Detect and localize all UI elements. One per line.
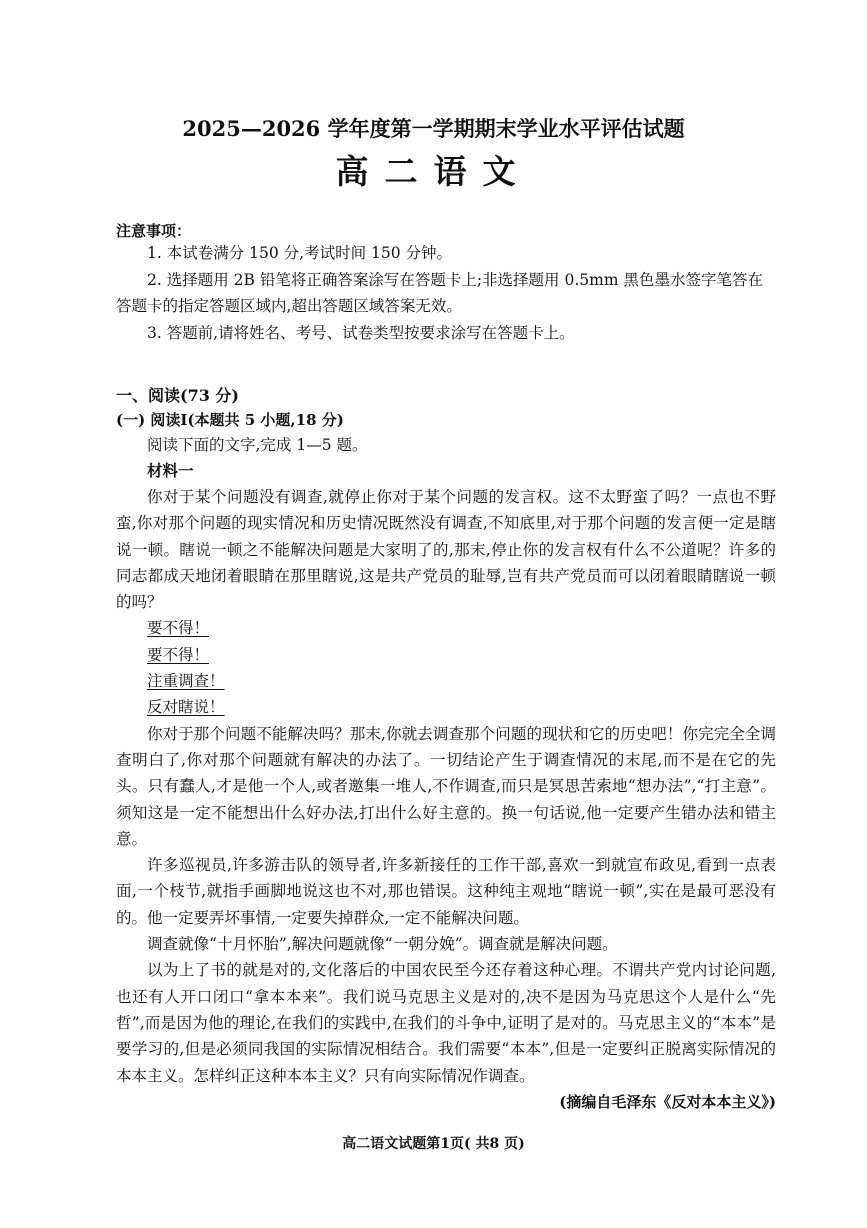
slogan-line xyxy=(116,668,776,694)
slogan-line xyxy=(116,642,776,668)
notice-item: 1. 本试卷满分 150 分,考试时间 150 分钟。 xyxy=(147,244,453,262)
reading-section xyxy=(116,384,776,1115)
exam-title: 2025—2026 学年度第一学期期末学业水平评估试题 xyxy=(182,116,685,141)
notice-heading: 注意事项： xyxy=(116,222,192,240)
material-label: 材料一 xyxy=(147,461,194,480)
slogan-text: 要不得！ xyxy=(147,645,210,664)
subject-title: 高二语文 xyxy=(335,152,532,191)
paragraph: 你对于某个问题没有调查,就停止你对于某个问题的发言权。这不太野蛮了吗？一点也不野蛮,你对那个问题的现实情况和历史情况既然没有调查,不知底里,对于那个问题的发言便一定是瞎说一顿。瞎说一顿之不能解决问题是大家明了的,那末,停止你的发言权有什么不公道呢？许多的同志都成天地闭着眼睛在那里瞎说,这是共产党员的耻辱,岂有共产党员而可以闭着眼睛瞎说一顿的吗？ xyxy=(116,488,776,612)
source-citation: (摘编自毛泽东《反对本本主义》) xyxy=(559,1092,776,1111)
notice-item: 3. 答题前,请将姓名、考号、试卷类型按要求涂写在答题卡上。 xyxy=(147,323,575,342)
paragraph: 你对于那个问题不能解决吗？那末,你就去调查那个问题的现状和它的历史吧！你完完全全调查明白了,你对那个问题就有解决的办法了。一切结论产生于调查情况的末尾,而不是在它的先头。只有蠢人,才是他一个人,或者邀集一堆人,不作调查,而只是冥思苦索地“想办法”,“打主意”。须知这是一定不能想出什么好办法,打出什么好主意的。换一句话说,他一定要产生错办法和错主意。 xyxy=(116,724,776,848)
slogan-text: 要不得！ xyxy=(147,619,210,638)
paragraph: 以为上了书的就是对的,文化落后的中国农民至今还存着这种心理。不谓共产党内讨论问题,也还有人开口闭口“拿本本来”。我们说马克思主义是对的,决不是因为马克思这个人是什么“先哲”,而是因为他的理论,在我们的实践中,在我们的斗争中,证明了是对的。马克思主义的“本本”是要学习的,但是必须同我国的实际情况相结合。我们需要“本本”,但是一定要纠正脱离实际情况的本本主义。怎样纠正这种本本主义？只有向实际情况作调查。 xyxy=(116,961,776,1085)
page-footer: 高二语文试题第1页( 共8 页) xyxy=(342,1136,525,1152)
slogan-line xyxy=(116,694,776,720)
subsection-heading: (一) 阅读Ⅰ(本题共 5 小题,18 分) xyxy=(116,411,344,429)
slogan-line xyxy=(116,615,776,641)
notice-item: 2. 选择题用 2B 铅笔将正确答案涂写在答题卡上;非选择题用 0.5mm 黑色墨水签字笔答在答题卡的指定答题区域内,超出答题区域答案无效。 xyxy=(116,270,763,315)
section-heading: 一、阅读(73 分) xyxy=(116,386,239,405)
slogan-text: 注重调查！ xyxy=(147,672,225,691)
notice-list xyxy=(116,240,776,346)
paragraph: 调查就像“十月怀胎”,解决问题就像“一朝分娩”。调查就是解决问题。 xyxy=(147,935,618,954)
slogan-text: 反对瞎说！ xyxy=(147,698,225,717)
instruction: 阅读下面的文字,完成 1—5 题。 xyxy=(147,436,368,454)
paragraph: 许多巡视员,许多游击队的领导者,许多新接任的工作干部,喜欢一到就宣布政见,看到一点表面,一个枝节,就指手画脚地说这也不对,那也错误。这种纯主观地“瞎说一顿”,实在是最可恶没有的。他一定要弄坏事情,一定要失掉群众,一定不能解决问题。 xyxy=(116,856,776,927)
article-text xyxy=(116,484,776,1089)
